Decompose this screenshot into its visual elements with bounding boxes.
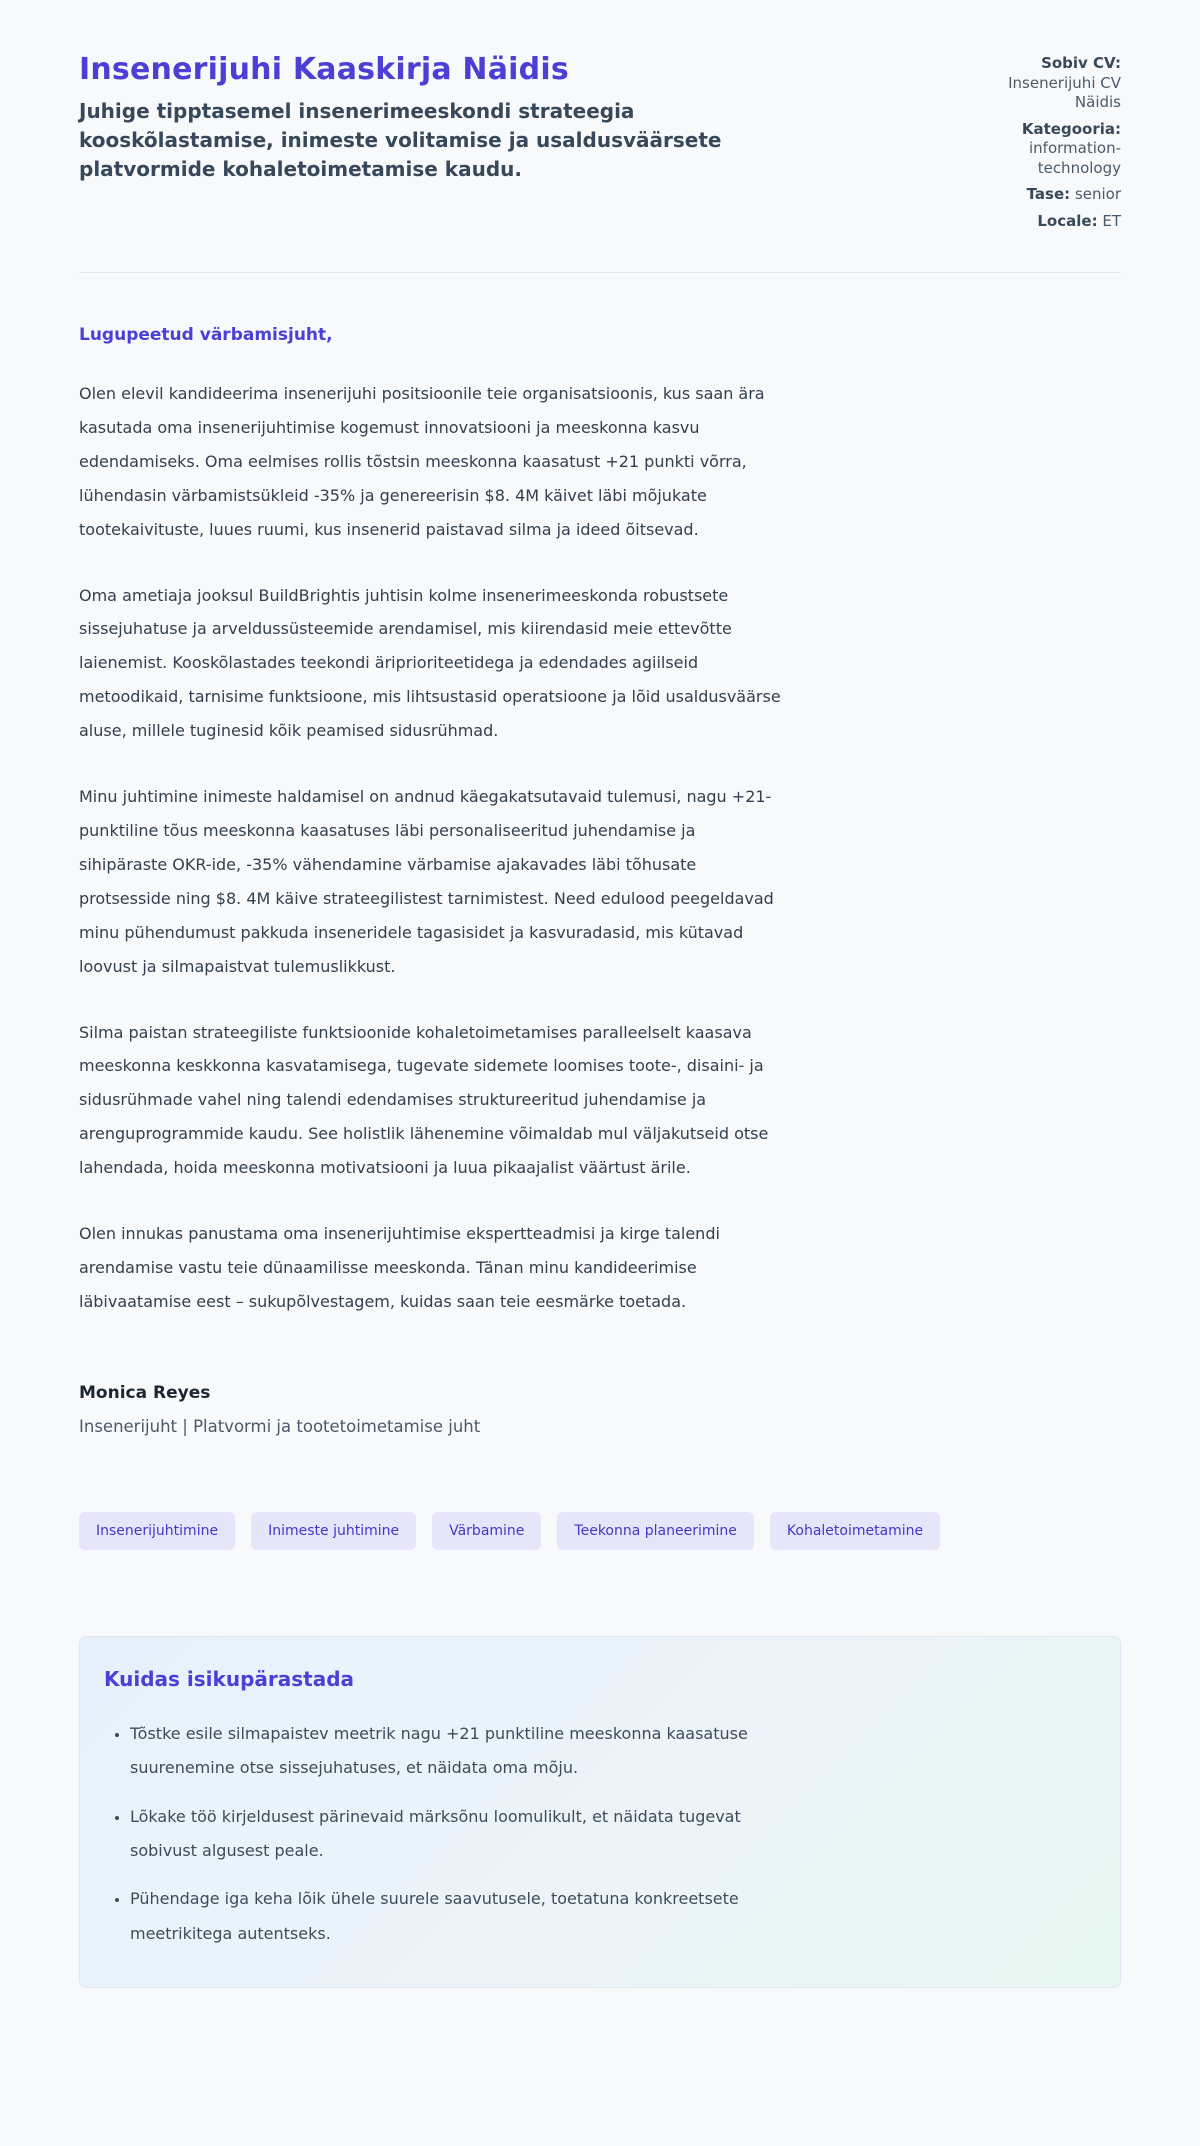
header-meta [986,52,1121,238]
tag-insenerijuhtimine[interactable]: Insenerijuhtimine [79,1512,235,1550]
tip-item: • Pühendage iga keha lõik ühele suurele saavutusele, toetatuna konkreetsete meetrikitega autentseks. [130,1882,802,1951]
letter-body [79,325,784,1436]
letter-paragraph: Oma ametiaja jooksul BuildBrightis juhtisin kolme insenerimeeskonda robustsete sissejuhatuse ja arveldussüsteemide arendamisel, mis kiirendasid meie ettevõtte laienemist. Kooskõlastades teekondi äriprioriteetidega ja edendades agiilseid metoodikaid, tarnisime funktsioone, mis lihtsustasid operatsioone ja lõid usaldusväärse aluse, millele tuginesid kõik peamised sidusrühmad. [79,585,781,741]
meta-value: Insenerijuhi CV Näidis [1008,73,1121,111]
meta-label: Kategooria: [1021,119,1121,138]
meta-value: senior [1074,185,1121,203]
meta-label: Sobiv CV: [1041,54,1121,72]
page-subtitle: Juhige tipptasemel insenerimeeskondi strateegia kooskõlastamise, inimeste volitamise ja usaldusväärsete platvormide kohaletoimetamise kaudu. [79,99,722,181]
meta-label: Locale: [1037,211,1098,230]
tip-item: • Tõstke esile silmapaistev meetrik nagu +21 punktiline meeskonna kaasatuse suurenemine otse sissejuhatuses, et näidata oma mõju. [130,1717,802,1786]
meta-value: ET [1102,211,1121,230]
meta-level [986,185,1121,205]
page-title: Insenerijuhi Kaaskirja Näidis [79,52,569,87]
letter-paragraph: Minu juhtimine inimeste haldamisel on andnud käegakatsutavaid tulemusi, nagu +21-punktiline tõus meeskonna kaasatuses läbi personaliseeritud juhendamise ja sihipäraste OKR-ide, -35% vähendamine värbamise ajakavades läbi tõhusate protsesside ning $8. 4M käive strateegilistest tarnimistest. Need edulood peegeldavad minu pühendumust pakkuda inseneridele tagasisidet ja kasvuradasid, mis kütavad loovust ja silmapaistvat tulemuslikkust. [79,787,774,976]
signature-role: Insenerijuht | Platvormi ja tootetoimetamise juht [79,1416,481,1436]
tips-list [102,1717,802,1951]
meta-category [986,120,1121,179]
meta-locale [986,212,1121,232]
tips-panel-title: Kuidas isikupärastada [104,1666,355,1691]
tag-teekonna-planeerimine[interactable]: Teekonna planeerimine [557,1512,753,1550]
page-header [79,52,1121,238]
meta-value: information-technology [1029,139,1121,177]
personalization-tips-panel [79,1636,1121,1988]
tag-inimeste-juhtimine[interactable]: Inimeste juhtimine [251,1512,416,1550]
header-title-block [79,52,799,184]
tag-varbamine[interactable]: Värbamine [432,1512,541,1550]
keyword-tags [79,1512,1121,1550]
meta-matching-cv [986,54,1121,113]
letter-paragraph: Olen elevil kandideerima insenerijuhi positsioonile teie organisatsioonis, kus saan ära kasutada oma insenerijuhtimise kogemust innovatsiooni ja meeskonna kasvu edendamiseks. Oma eelmises rollis tõstsin meeskonna kaasatust +21 punkti võrra, lühendasin värbamistsükleid -35% ja genereerisin $8. 4M käivet läbi mõjukate tootekaivituste, luues ruumi, kus insenerid paistavad silma ja ideed õitsevad. [79,384,765,539]
tag-kohaletoimetamine[interactable]: Kohaletoimetamine [770,1512,940,1550]
tip-item: • Lõkake töö kirjeldusest pärinevaid märksõnu loomulikult, et näidata tugevat sobivust algusest peale. [130,1800,802,1869]
letter-paragraph: Olen innukas panustama oma insenerijuhtimise ekspertteadmisi ja kirge talendi arendamise vastu teie dünaamilisse meeskonda. Tänan minu kandideerimise läbivaatamise eest – sukupõlvestagem, kuidas saan teie eesmärke toetada. [79,1224,720,1311]
signature-name: Monica Reyes [79,1382,211,1403]
letter-salutation: Lugupeetud värbamisjuht, [79,325,333,345]
letter-signature [79,1383,784,1436]
meta-label: Tase: [1026,185,1071,203]
letter-paragraph: Silma paistan strateegiliste funktsioonide kohaletoimetamises paralleelselt kaasava meeskonna keskkonna kasvatamisega, tugevate sidemete loomises toote-, disaini- ja sidusrühmade vahel ning talendi edendamises struktureeritud juhendamise ja arenguprogrammide kaudu. See holistlik lähenemine võimaldab mul väljakutseid otse lahendada, hoida meeskonna motivatsiooni ja luua pikaajalist väärtust ärile. [79,1022,769,1178]
header-divider [79,272,1121,273]
